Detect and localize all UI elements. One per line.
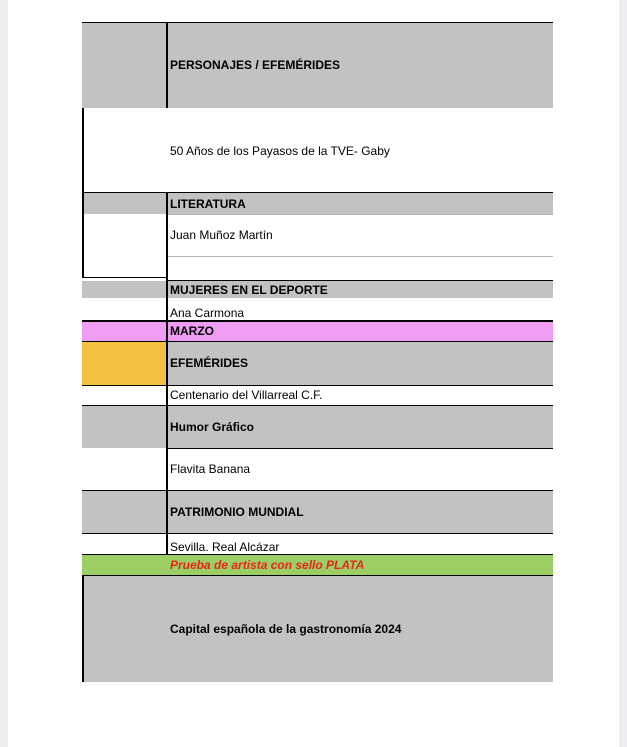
border-line [82, 490, 553, 491]
document-page [8, 0, 619, 747]
row-content-cell [167, 214, 553, 256]
border-line [166, 321, 168, 555]
border-line [167, 280, 553, 281]
table-row [82, 555, 553, 575]
row-content-cell [167, 341, 553, 385]
entry-text: Centenario del Villarreal C.F. [170, 388, 323, 402]
table-row [82, 214, 553, 256]
border-line [166, 192, 168, 321]
border-line [167, 214, 553, 215]
row-content-cell [167, 281, 553, 298]
highlight-note: Prueba de artista con sello PLATA [170, 558, 365, 572]
border-line [82, 277, 167, 278]
row-content-cell [167, 406, 553, 448]
section-heading: Humor Gráfico [170, 420, 255, 434]
table-row-spacer [82, 256, 553, 278]
entry-text: Juan Muñoz Martín [170, 228, 273, 242]
table-row [82, 298, 553, 320]
row-content-cell [167, 448, 553, 490]
border-line [82, 320, 553, 322]
row-content-cell [167, 108, 553, 193]
row-marker-cell [82, 341, 167, 385]
section-heading: LITERATURA [170, 196, 246, 211]
table-row [82, 321, 553, 341]
border-line [82, 575, 84, 682]
row-content-cell [167, 385, 553, 405]
row-content-cell [167, 533, 553, 554]
section-heading: MUJERES EN EL DEPORTE [170, 282, 328, 297]
table-row [82, 385, 553, 405]
table-row [82, 575, 553, 682]
entry-text: 50 Años de los Payasos de la TVE- Gaby [170, 143, 390, 158]
entry-text: Flavita Banana [170, 462, 251, 476]
row-marker-cell [82, 575, 167, 682]
border-line [82, 533, 553, 534]
border-line [166, 22, 168, 108]
row-marker-cell [82, 406, 167, 448]
row-content-cell [167, 321, 553, 341]
row-content-cell [167, 298, 553, 320]
row-content-cell [167, 193, 553, 214]
row-marker-cell [82, 555, 167, 575]
row-marker-cell [82, 281, 167, 298]
border-line [82, 341, 553, 342]
border-line [82, 575, 553, 576]
table-row [82, 22, 553, 108]
row-marker-cell [82, 193, 167, 214]
table-row [82, 193, 553, 214]
row-marker-cell [82, 321, 167, 341]
section-heading: PATRIMONIO MUNDIAL [170, 505, 304, 519]
section-heading: Capital española de la gastronomía 2024 [170, 621, 402, 636]
row-content-cell [167, 491, 553, 533]
table-row [82, 533, 553, 554]
border-line [82, 192, 553, 193]
entry-text: Sevilla. Real Alcázar [170, 540, 280, 554]
row-marker-cell [82, 22, 167, 108]
table-row [82, 448, 553, 490]
border-line [82, 385, 553, 386]
section-heading: EFEMÉRIDES [170, 356, 249, 370]
table-row [82, 406, 553, 448]
month-heading: MARZO [170, 324, 214, 338]
row-content-cell [167, 22, 553, 108]
border-line [82, 405, 553, 406]
border-line [167, 448, 553, 449]
table-row [82, 108, 553, 193]
border-line [82, 22, 553, 23]
border-line [167, 256, 553, 257]
row-content-cell [167, 575, 553, 682]
border-line [82, 108, 84, 278]
row-marker-cell [82, 533, 167, 554]
border-line [82, 554, 553, 555]
entry-text: Ana Carmona [170, 306, 245, 320]
row-marker-cell [82, 214, 167, 256]
row-marker-cell [82, 298, 167, 320]
table-row [82, 341, 553, 385]
row-marker-cell [82, 448, 167, 490]
row-marker-cell [82, 491, 167, 533]
row-content-cell [167, 555, 553, 575]
table-row [82, 281, 553, 298]
section-heading: PERSONAJES / EFEMÉRIDES [170, 58, 341, 72]
table-row [82, 491, 553, 533]
row-marker-cell [82, 385, 167, 405]
row-marker-cell [82, 108, 167, 193]
